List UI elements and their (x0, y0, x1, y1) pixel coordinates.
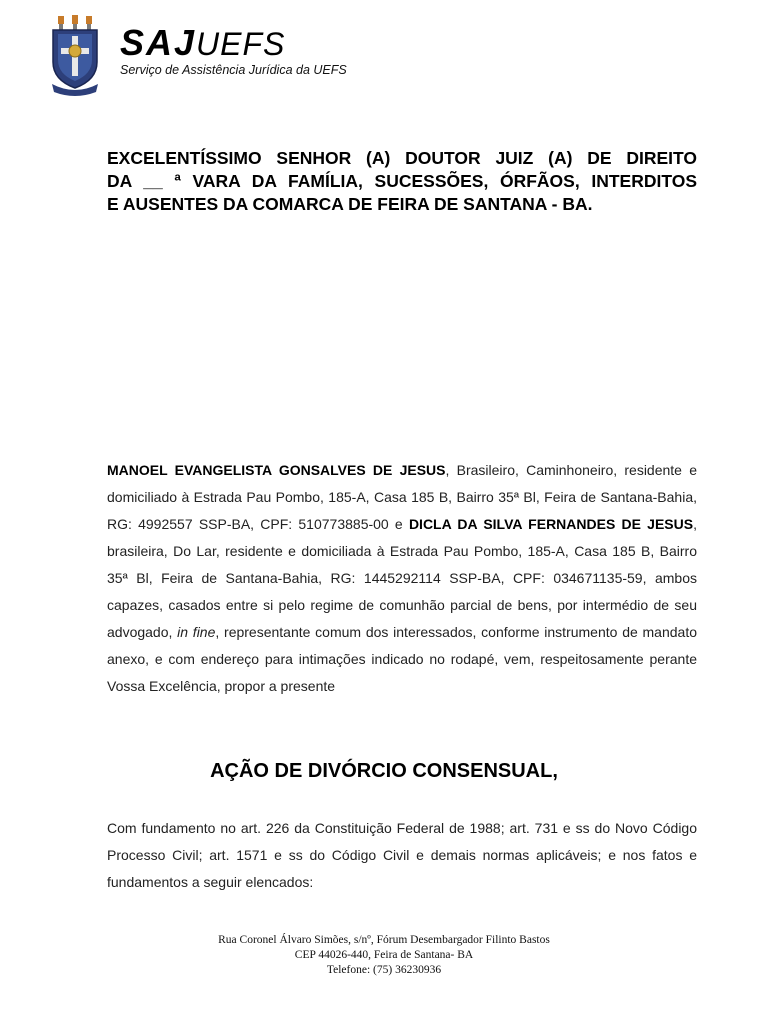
university-crest-icon (50, 14, 100, 96)
brand-suffix: UEFS (196, 26, 286, 62)
heading-line-1: EXCELENTÍSSIMO SENHOR (A) DOUTOR JUIZ (A) DE DIREITO (107, 148, 697, 168)
parties-paragraph (107, 457, 697, 700)
party2-details: , brasileira, Do Lar, residente e domiciliada à Estrada Pau Pombo, 185-A, Casa 185 B, Bairro 35ª Bl, Feira de Santana-Bahia, RG: 1445292114 SSP-BA, CPF: 034671135-59, ambos capazes, casados entre si pelo regime de comunhão parcial de bens, por intermédio de seu advogado, (107, 516, 697, 640)
brand-main: SAJ (120, 22, 197, 63)
footer-phone: Telefone: (75) 36230936 (326, 964, 442, 976)
address-heading (107, 147, 697, 216)
brand-name (120, 24, 347, 63)
page-footer (0, 933, 768, 978)
footer-cep: CEP 44026-440, Feira de Santana- BA (294, 949, 474, 961)
legal-basis-paragraph: Com fundamento no art. 226 da Constituição Federal de 1988; art. 731 e ss do Novo Código Processo Civil; art. 1571 e ss do Código Civil e demais normas aplicáveis; e nos fatos e fundamentos a seguir elencados: (107, 820, 697, 890)
brand-subtitle: Serviço de Assistência Jurídica da UEFS (120, 63, 347, 77)
heading-line-3: E AUSENTES DA COMARCA DE FEIRA DE SANTANA - BA. (107, 194, 593, 214)
heading-line-2: DA __ ª VARA DA FAMÍLIA, SUCESSÕES, ÓRFÃOS, INTERDITOS (107, 171, 697, 191)
brand-block (120, 24, 347, 77)
party1-details: , Brasileiro, Caminhoneiro, residente e domiciliado à Estrada Pau Pombo, 185-A, Casa 185 B, Bairro 35ª Bl, Feira de Santana-Bahia, RG: 4992557 SSP-BA, CPF: 510773885-00 e (107, 462, 697, 532)
footer-address: Rua Coronel Álvaro Simões, s/nº, Fórum Desembargador Filinto Bastos (218, 934, 550, 946)
parties-closing: , representante comum dos interessados, conforme instrumento de mandato anexo, e com endereço para intimações indicado no rodapé, vem, respeitosamente perante Vossa Excelência, propor a presente (107, 624, 697, 694)
action-title: AÇÃO DE DIVÓRCIO CONSENSUAL, (210, 760, 558, 782)
in-fine-phrase: in fine (177, 624, 216, 640)
party2-name: DICLA DA SILVA FERNANDES DE JESUS (408, 516, 694, 532)
party1-name: MANOEL EVANGELISTA GONSALVES DE JESUS (107, 462, 446, 478)
